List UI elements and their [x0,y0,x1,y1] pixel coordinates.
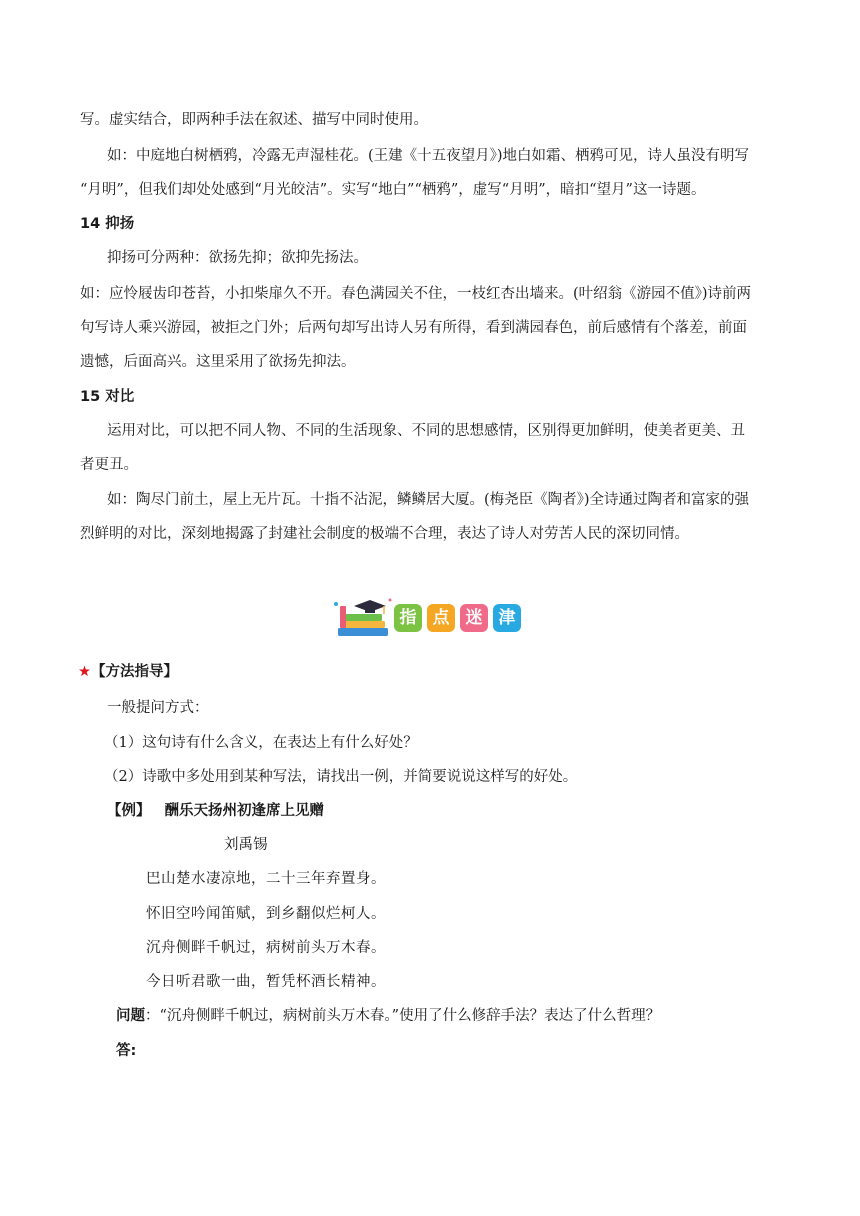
banner-char: 指 [399,608,417,628]
star-icon: ★ [78,664,91,680]
section-heading-14: 14 抑扬 [80,216,135,232]
poem-line: 巴山楚水凄凉地，二十三年弃置身。 [146,871,386,887]
tips-banner [332,596,528,640]
banner-char: 点 [432,608,450,628]
banner-tile [394,604,422,632]
paragraph-line: 遗憾，后面高兴。这里采用了欲扬先抑法。 [80,354,356,370]
poem-line: 今日听君歌一曲，暂凭杯酒长精神。 [146,974,386,990]
banner-tile [460,604,488,632]
section-heading-15: 15 对比 [80,389,135,405]
example-label: 【例】 [107,803,151,819]
answer [116,1041,136,1061]
poem-line: 沉舟侧畔千帆过，病树前头万木春。 [146,940,386,956]
paragraph-line: 运用对比，可以把不同人物、不同的生活现象、不同的思想感情，区别得更加鲜明，使美者更美、丑 [107,423,745,439]
banner-tile [427,604,455,632]
poem-title: 酬乐天扬州初逢席上见赠 [164,803,324,819]
paragraph-line: 烈鲜明的对比，深刻地揭露了封建社会制度的极端不合理，表达了诗人对劳苦人民的深切同情。 [80,526,689,542]
banner-char: 津 [498,608,516,628]
method-guide-title: 【方法指导】 [91,664,178,680]
banner-tile [493,604,521,632]
answer-colon: : [130,1043,137,1059]
method-guide-heading [78,662,178,682]
question-intro: 一般提问方式： [107,700,209,716]
paragraph-line: 者更丑。 [80,457,138,473]
paragraph-line: 抑扬可分两种：欲扬先抑；欲抑先扬法。 [107,250,368,266]
poem-line: 怀旧空吟闻笛赋，到乡翻似烂柯人。 [146,906,386,922]
poem-author: 刘禹锡 [224,837,268,853]
question-type-2: （2）诗歌中多处用到某种写法，请找出一例，并简要说说这样写的好处。 [104,769,578,785]
paragraph-line: 写。虚实结合，即两种手法在叙述、描写中同时使用。 [80,112,428,128]
paragraph-line: 如：中庭地白树栖鸦，冷露无声湿桂花。(王建《十五夜望月》)地白如霜、栖鸦可见，诗人虽没有明写 [107,148,750,164]
paragraph-line: 如：陶尽门前土，屋上无片瓦。十指不沾泥，鳞鳞居大厦。(梅尧臣《陶者》)全诗通过陶者和富家的强 [107,492,750,508]
question-label: 问题 [116,1008,145,1024]
answer-label: 答 [116,1043,131,1059]
question-type-1: （1）这句诗有什么含义，在表达上有什么好处？ [104,735,418,751]
paragraph-line: 如：应怜屐齿印苍苔，小扣柴扉久不开。春色满园关不住，一枝红杏出墙来。(叶绍翁《游园不值》)诗前两 [80,286,752,302]
paragraph-line: “月明”，但我们却处处感到“月光皎洁”。实写“地白”“栖鸦”，虚写“月明”，暗扣“望月”这一诗题。 [80,182,706,198]
paragraph-line: 句写诗人乘兴游园，被拒之门外；后两句却写出诗人另有所得，看到满园春色，前后感情有个落差，前面 [80,320,747,336]
example-heading [107,801,324,821]
banner-char: 迷 [465,608,483,628]
books-graduation-cap-icon [332,596,394,640]
question [116,1006,660,1026]
question-text: ：“沉舟侧畔千帆过，病树前头万木春。”使用了什么修辞手法？表达了什么哲理？ [145,1008,661,1024]
